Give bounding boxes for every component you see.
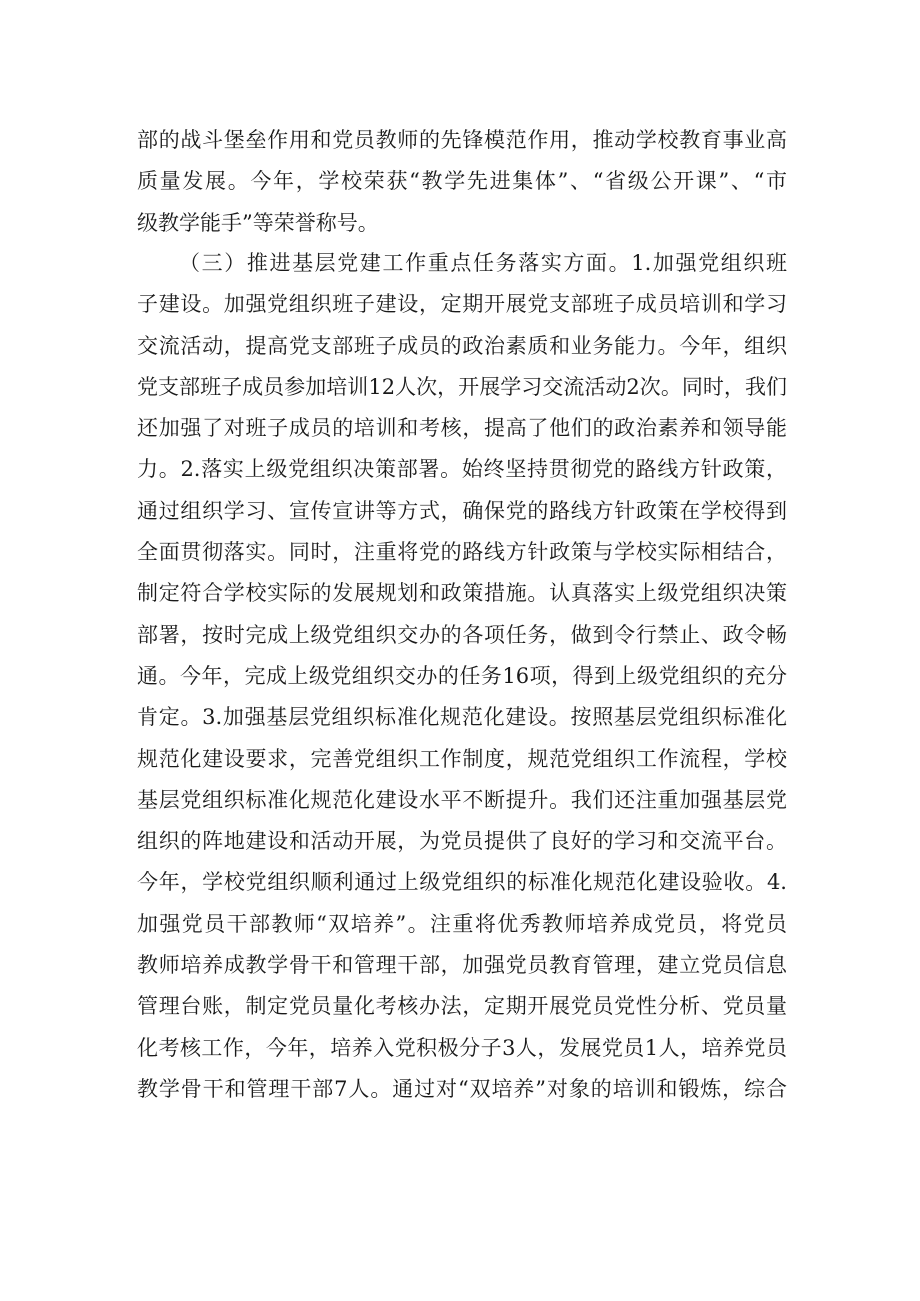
paragraph-2: [137, 243, 787, 1110]
paragraph-line: 化考核工作，今年，培养入党积极分子3人，发展党员1人，培养党员: [137, 1035, 787, 1060]
paragraph-line: （三）推进基层党建工作重点任务落实方面。1.加强党组织班: [179, 251, 787, 275]
paragraph-line: 质量发展。今年，学校荣获“教学先进集体”、“省级公开课”、“市: [137, 169, 787, 194]
paragraph-line: 加强党员干部教师“双培养”。注重将优秀教师培养成党员，将党员: [137, 911, 787, 936]
paragraph-line: 还加强了对班子成员的培训和考核，提高了他们的政治素养和领导能: [137, 416, 787, 441]
paragraph-line: 制定符合学校实际的发展规划和政策措施。认真落实上级党组织决策: [137, 581, 787, 606]
paragraph-line: 子建设。加强党组织班子建设，定期开展党支部班子成员培训和学习: [137, 292, 787, 317]
paragraph-line: 教学骨干和管理干部7人。通过对“双培养”对象的培训和锻炼，综合: [137, 1076, 787, 1101]
paragraph-line: 管理台账，制定党员量化考核办法，定期开展党员党性分析、党员量: [137, 994, 787, 1019]
paragraph-line: 通过组织学习、宣传宣讲等方式，确保党的路线方针政策在学校得到: [137, 498, 787, 523]
paragraph-line: 组织的阵地建设和活动开展，为党员提供了良好的学习和交流平台。: [137, 829, 787, 854]
paragraph-line: 部署，按时完成上级党组织交办的各项任务，做到令行禁止、政令畅: [137, 622, 787, 647]
paragraph-line: 党支部班子成员参加培训12人次，开展学习交流活动2次。同时，我们: [137, 374, 787, 399]
paragraph-line: 今年，学校党组织顺利通过上级党组织的标准化规范化建设验收。4.: [137, 870, 787, 895]
paragraph-line: 通。今年，完成上级党组织交办的任务16项，得到上级党组织的充分: [137, 663, 787, 688]
paragraph-line: 级教学能手”等荣誉称号。: [137, 210, 379, 235]
paragraph-line: 部的战斗堡垒作用和党员教师的先锋模范作用，推动学校教育事业高: [137, 128, 787, 152]
paragraph-line: 规范化建设要求，完善党组织工作制度，规范党组织工作流程，学校: [137, 746, 787, 771]
paragraph-line: 教师培养成教学骨干和管理干部，加强党员教育管理，建立党员信息: [137, 953, 787, 978]
paragraph-line: 全面贯彻落实。同时，注重将党的路线方针政策与学校实际相结合，: [137, 540, 787, 565]
paragraph-line: 肯定。3.加强基层党组织标准化规范化建设。按照基层党组织标准化: [137, 705, 787, 730]
paragraph-line: 力。2.落实上级党组织决策部署。始终坚持贯彻党的路线方针政策，: [137, 457, 787, 482]
paragraph-1: [137, 120, 787, 244]
paragraph-line: 基层党组织标准化规范化建设水平不断提升。我们还注重加强基层党: [137, 787, 787, 812]
paragraph-line: 交流活动，提高党支部班子成员的政治素质和业务能力。今年，组织: [137, 333, 787, 358]
